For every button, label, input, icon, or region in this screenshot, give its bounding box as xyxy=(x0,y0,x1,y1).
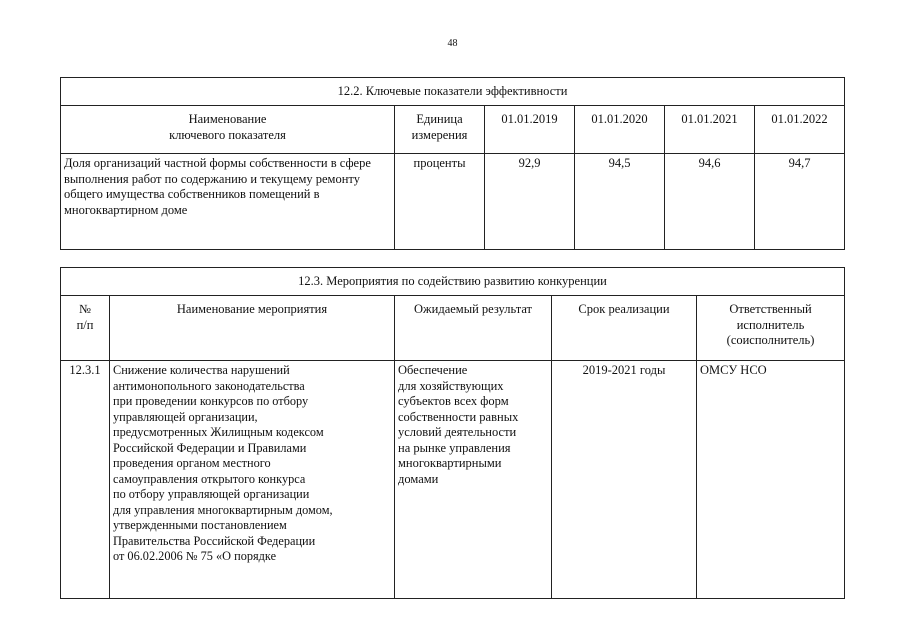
measures-row-responsible: ОМСУ НСО xyxy=(697,361,845,599)
kpi-header-unit: Единица измерения xyxy=(395,106,485,154)
measures-header-num: № п/п xyxy=(61,296,110,361)
measures-row-num: 12.3.1 xyxy=(61,361,110,599)
kpi-header-date-2019: 01.01.2019 xyxy=(485,106,575,154)
kpi-header-name: Наименование ключевого показателя xyxy=(61,106,395,154)
kpi-section-title: 12.2. Ключевые показатели эффективности xyxy=(61,78,845,106)
measures-row-term: 2019-2021 годы xyxy=(552,361,697,599)
kpi-row-value-2020: 94,5 xyxy=(575,154,665,250)
measures-header-term: Срок реализации xyxy=(552,296,697,361)
measures-header-result: Ожидаемый результат xyxy=(395,296,552,361)
measures-header-responsible: Ответственный исполнитель (соисполнитель) xyxy=(697,296,845,361)
kpi-row-value-2021: 94,6 xyxy=(665,154,755,250)
kpi-row-unit: проценты xyxy=(395,154,485,250)
page-number: 48 xyxy=(447,38,458,49)
measures-table xyxy=(60,267,845,599)
measures-row-name: Снижение количества нарушений антимонопольного законодательства при проведении конкурсов по отбору управляющей организации, предусмотренных Жилищным кодексом Российской Федерации и Правилами проведения органом местного самоуправления открытого конкурса по отбору управляющей организации для управления многоквартирным домом, утвержденными постановлением Правительства Российской Федерации от 06.02.2006 № 75 «О порядке xyxy=(110,361,395,599)
kpi-header-date-2021: 01.01.2021 xyxy=(665,106,755,154)
measures-header-name: Наименование мероприятия xyxy=(110,296,395,361)
kpi-header-date-2022: 01.01.2022 xyxy=(755,106,845,154)
kpi-header-date-2020: 01.01.2020 xyxy=(575,106,665,154)
measures-section-title: 12.3. Мероприятия по содействию развитию конкуренции xyxy=(61,268,845,296)
measures-row-result: Обеспечение для хозяйствующих субъектов всех форм собственности равных условий деятельности на рынке управления многоквартирными домами xyxy=(395,361,552,599)
kpi-row-value-2022: 94,7 xyxy=(755,154,845,250)
kpi-row-value-2019: 92,9 xyxy=(485,154,575,250)
kpi-table xyxy=(60,77,845,250)
kpi-row-name: Доля организаций частной формы собственности в сфере выполнения работ по содержанию и текущему ремонту общего имущества собственников помещений в многоквартирном доме xyxy=(61,154,395,250)
